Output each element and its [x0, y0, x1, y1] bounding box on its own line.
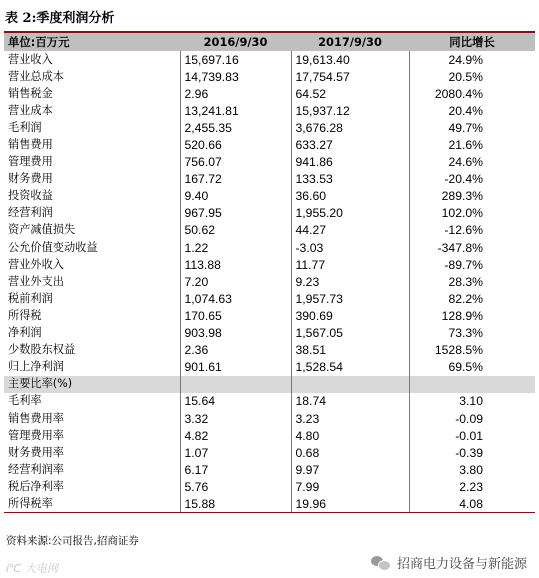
row-label: 销售税金	[8, 86, 53, 100]
table-row	[4, 290, 535, 307]
table-row	[4, 342, 535, 359]
value-2017: 9.97	[291, 461, 409, 478]
table-row	[4, 51, 535, 68]
value-2017: 38.51	[291, 342, 409, 359]
value-2017: 1,955.20	[291, 205, 409, 222]
value-2017: -3.03	[291, 239, 409, 256]
value-2016: 756.07	[180, 154, 291, 171]
value-growth: 69.5%	[409, 359, 535, 376]
table-row	[4, 444, 535, 461]
value-2017: 64.52	[291, 85, 409, 102]
value-growth: 1528.5%	[409, 342, 535, 359]
value-2016: 3.32	[180, 410, 291, 427]
row-label: 营业外收入	[8, 257, 64, 271]
header-row	[4, 33, 535, 51]
value-growth: -0.09	[409, 410, 535, 427]
row-label: 公允价值变动收益	[8, 240, 98, 254]
row-label: 税后净利率	[8, 479, 64, 493]
value-2017: 3,676.28	[291, 119, 409, 136]
value-2016: 167.72	[180, 171, 291, 188]
table-row	[4, 239, 535, 256]
row-label: 所得税率	[4, 495, 180, 512]
value-growth: 102.0%	[409, 205, 535, 222]
value-2017: 941.86	[291, 154, 409, 171]
row-label: 净利润	[8, 326, 42, 340]
table-row	[4, 273, 535, 290]
row-label: 营业收入	[8, 52, 53, 66]
table-row	[4, 119, 535, 136]
value-2017: 0.68	[291, 444, 409, 461]
value-2016: 1.22	[180, 239, 291, 256]
header-growth: 同比增长	[409, 33, 535, 51]
table-row	[4, 410, 535, 427]
value-growth	[409, 376, 535, 393]
row-label: 销售费用	[8, 138, 53, 152]
value-growth: 20.4%	[409, 102, 535, 119]
value-2017: 1,567.05	[291, 325, 409, 342]
row-label: 财务费用	[8, 172, 53, 186]
value-2016: 170.65	[180, 307, 291, 324]
header-2017: 2017/9/30	[291, 33, 409, 51]
value-2016: 4.82	[180, 427, 291, 444]
value-growth: 4.08	[409, 495, 535, 512]
table-title: 表 2:季度利润分析	[5, 11, 115, 26]
table-row	[4, 325, 535, 342]
row-label: 投资收益	[8, 189, 53, 203]
value-2016: 2,455.35	[180, 119, 291, 136]
value-2017: 15,937.12	[291, 102, 409, 119]
row-label: 管理费用率	[8, 428, 64, 442]
value-2016: 50.62	[180, 222, 291, 239]
value-2016: 15,697.16	[180, 51, 291, 68]
value-growth: 2080.4%	[409, 85, 535, 102]
value-growth: 128.9%	[409, 307, 535, 324]
row-label: 销售费用率	[8, 411, 64, 425]
value-2016: 901.61	[180, 359, 291, 376]
table-row	[4, 495, 535, 512]
value-growth: 3.10	[409, 393, 535, 410]
row-label: 所得税	[8, 308, 42, 322]
table-row	[4, 136, 535, 153]
value-growth: -347.8%	[409, 239, 535, 256]
value-growth: 20.5%	[409, 68, 535, 85]
table-body	[4, 51, 535, 513]
table-row	[4, 205, 535, 222]
table-row	[4, 171, 535, 188]
value-2016: 14,739.83	[180, 68, 291, 85]
value-growth: -0.01	[409, 427, 535, 444]
value-growth: -12.6%	[409, 222, 535, 239]
value-growth: 28.3%	[409, 273, 535, 290]
table-row	[4, 393, 535, 410]
value-growth: 49.7%	[409, 119, 535, 136]
row-label: 资产减值损失	[8, 223, 76, 237]
value-2016	[180, 376, 291, 393]
source-note: 资料来源:公司报告,招商证券	[6, 535, 139, 547]
row-label: 管理费用	[8, 155, 53, 169]
header-2016: 2016/9/30	[180, 33, 291, 51]
value-2017: 1,957.73	[291, 290, 409, 307]
value-2017: 19,613.40	[291, 51, 409, 68]
row-label: 少数股东权益	[8, 343, 76, 357]
table-row	[4, 102, 535, 119]
value-2017: 1,528.54	[291, 359, 409, 376]
value-2016: 2.96	[180, 85, 291, 102]
row-label: 毛利润	[8, 120, 42, 134]
table-row	[4, 85, 535, 102]
row-label: 税前利润	[8, 291, 53, 305]
table-row	[4, 154, 535, 171]
value-growth: 24.6%	[409, 154, 535, 171]
row-label: 归上净利润	[8, 360, 64, 374]
value-2017: 4.80	[291, 427, 409, 444]
value-growth: 24.9%	[409, 51, 535, 68]
row-label: 毛利率	[8, 394, 42, 408]
watermark-left: i℃ 大电网	[6, 562, 58, 575]
header-unit: 单位:百万元	[4, 33, 180, 51]
row-label: 财务费用率	[8, 445, 64, 459]
table-row	[4, 256, 535, 273]
value-growth: 73.3%	[409, 325, 535, 342]
table-row	[4, 68, 535, 85]
value-2016: 15.64	[180, 393, 291, 410]
value-2017: 36.60	[291, 188, 409, 205]
value-growth: 21.6%	[409, 136, 535, 153]
row-label: 主要比率(%)	[4, 376, 180, 393]
value-2017	[291, 376, 409, 393]
value-2016: 1,074.63	[180, 290, 291, 307]
value-growth: -89.7%	[409, 256, 535, 273]
table-row	[4, 359, 535, 376]
value-2017: 18.74	[291, 393, 409, 410]
value-growth: -0.39	[409, 444, 535, 461]
value-growth: 289.3%	[409, 188, 535, 205]
table-row	[4, 461, 535, 478]
value-2017: 19.96	[291, 495, 409, 512]
value-2017: 44.27	[291, 222, 409, 239]
value-2016: 2.36	[180, 342, 291, 359]
value-growth: 82.2%	[409, 290, 535, 307]
section-row	[4, 376, 535, 393]
value-2016: 5.76	[180, 478, 291, 495]
value-2016: 1.07	[180, 444, 291, 461]
value-2017: 633.27	[291, 136, 409, 153]
table-row	[4, 478, 535, 495]
value-2016: 113.88	[180, 256, 291, 273]
value-2017: 17,754.57	[291, 68, 409, 85]
value-2017: 390.69	[291, 307, 409, 324]
value-2016: 520.66	[180, 136, 291, 153]
row-label: 经营利润率	[8, 462, 64, 476]
row-label: 营业总成本	[8, 69, 64, 83]
row-label: 营业外支出	[8, 274, 64, 288]
value-2016: 13,241.81	[180, 102, 291, 119]
table-row	[4, 222, 535, 239]
value-2016: 967.95	[180, 205, 291, 222]
value-2017: 3.23	[291, 410, 409, 427]
value-2016: 903.98	[180, 325, 291, 342]
row-label: 经营利润	[8, 206, 53, 220]
watermark-right	[371, 553, 527, 572]
wechat-icon	[371, 555, 391, 571]
value-2017: 9.23	[291, 273, 409, 290]
profit-table	[4, 33, 535, 513]
value-2017: 7.99	[291, 478, 409, 495]
value-2016: 15.88	[180, 495, 291, 512]
value-2017: 11.77	[291, 256, 409, 273]
table-row	[4, 307, 535, 324]
watermark-right-text: 招商电力设备与新能源	[396, 557, 527, 572]
value-growth: -20.4%	[409, 171, 535, 188]
table-row	[4, 188, 535, 205]
value-growth: 3.80	[409, 461, 535, 478]
value-2016: 9.40	[180, 188, 291, 205]
value-2016: 7.20	[180, 273, 291, 290]
value-growth: 2.23	[409, 478, 535, 495]
row-label: 营业成本	[8, 103, 53, 117]
table-row	[4, 427, 535, 444]
value-2017: 133.53	[291, 171, 409, 188]
value-2016: 6.17	[180, 461, 291, 478]
